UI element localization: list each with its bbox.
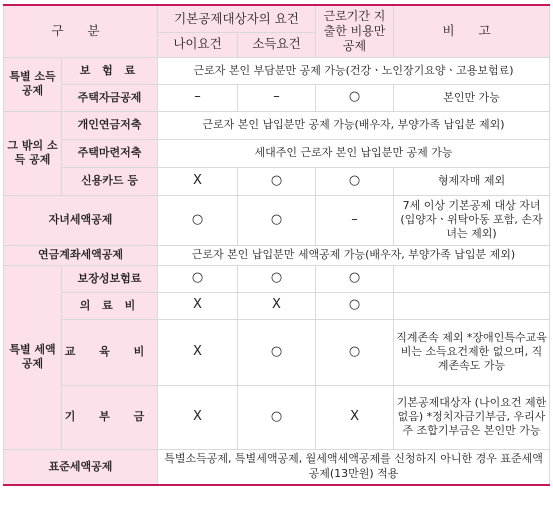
- header-requirement-group: 기본공제대상자의 요건: [158, 5, 316, 32]
- group-special-tax-credit: 특별 세액 공제: [4, 265, 62, 449]
- row-education-period: ○: [316, 319, 394, 385]
- row-pension-account-text: 근로자 본인 납입분만 세액공제 가능(배우자, 부양가족 납입분 제외): [158, 245, 550, 265]
- row-medical-age: X: [158, 292, 238, 319]
- row-credit-card-label: 신용카드 등: [62, 167, 158, 195]
- row-protective-insurance-label: 보장성보험료: [62, 265, 158, 292]
- row-medical-label: 의 료 비: [62, 292, 158, 319]
- row-standard-credit-text: 특별소득공제, 특별세액공제, 월세액세액공제를 신청하지 아니한 경우 표준세액공제(13만원) 적용: [158, 449, 550, 485]
- row-child-credit-label: 자녀세액공제: [4, 195, 158, 245]
- row-housing-savings-label: 주택마련저축: [62, 139, 158, 167]
- row-education-age: X: [158, 319, 238, 385]
- row-protective-insurance-period: ○: [316, 265, 394, 292]
- row-housing-fund-label: 주택자금공제: [62, 84, 158, 111]
- group-special-income-deduction: 특별 소득 공제: [4, 57, 62, 111]
- row-medical-period: ○: [316, 292, 394, 319]
- row-credit-card-period: ○: [316, 167, 394, 195]
- row-donation-period: X: [316, 385, 394, 449]
- row-insurance-text: 근로자 본인 부담분만 공제 가능(건강ㆍ노인장기요양ㆍ고용보험료): [158, 57, 550, 84]
- row-donation-label: 기 부 금: [62, 385, 158, 449]
- deduction-requirements-table: [3, 4, 550, 486]
- row-standard-credit-label: 표준세액공제: [4, 449, 158, 485]
- row-donation-income: ○: [238, 385, 316, 449]
- header-period-note: 근로기간 지출한 비용만 공제: [316, 5, 394, 57]
- row-pension-savings-text: 근로자 본인 납입분만 공제 가능(배우자, 부양가족 납입분 제외): [158, 111, 550, 139]
- row-education-income: ○: [238, 319, 316, 385]
- row-credit-card-note: 형제자매 제외: [394, 167, 550, 195]
- row-medical-income: X: [238, 292, 316, 319]
- row-housing-fund-note: 본인만 가능: [394, 84, 550, 111]
- row-pension-savings-label: 개인연금저축: [62, 111, 158, 139]
- row-child-credit-income: ○: [238, 195, 316, 245]
- row-pension-account-label: 연금계좌세액공제: [4, 245, 158, 265]
- row-housing-fund-age: –: [158, 84, 238, 111]
- row-insurance-label: 보 험 료: [62, 57, 158, 84]
- row-child-credit-age: ○: [158, 195, 238, 245]
- row-housing-savings-text: 세대주인 근로자 본인 납입분만 공제 가능: [158, 139, 550, 167]
- header-category: 구 분: [4, 5, 158, 57]
- header-remarks: 비 고: [394, 5, 550, 57]
- row-protective-insurance-age: ○: [158, 265, 238, 292]
- row-credit-card-age: X: [158, 167, 238, 195]
- row-protective-insurance-income: ○: [238, 265, 316, 292]
- row-education-note: 직계존속 제외 *장애인특수교육비는 소득요건제한 없으며, 직계존속도 가능: [394, 319, 550, 385]
- row-education-label: 교 육 비: [62, 319, 158, 385]
- row-housing-fund-income: –: [238, 84, 316, 111]
- row-child-credit-note: 7세 이상 기본공제 대상 자녀 (입양자ㆍ위탁아동 포함, 손자녀는 제외): [394, 195, 550, 245]
- row-credit-card-income: ○: [238, 167, 316, 195]
- row-protective-insurance-note: [394, 265, 550, 292]
- row-child-credit-period: –: [316, 195, 394, 245]
- header-age-requirement: 나이요건: [158, 32, 238, 57]
- row-donation-note: 기본공제대상자 (나이요건 제한 없음) *정치자금기부금, 우리사주 조합기부금은 본인만 가능: [394, 385, 550, 449]
- row-donation-age: X: [158, 385, 238, 449]
- header-income-requirement: 소득요건: [238, 32, 316, 57]
- row-housing-fund-period: ○: [316, 84, 394, 111]
- row-medical-note: [394, 292, 550, 319]
- group-other-income-deduction: 그 밖의 소득 공제: [4, 111, 62, 195]
